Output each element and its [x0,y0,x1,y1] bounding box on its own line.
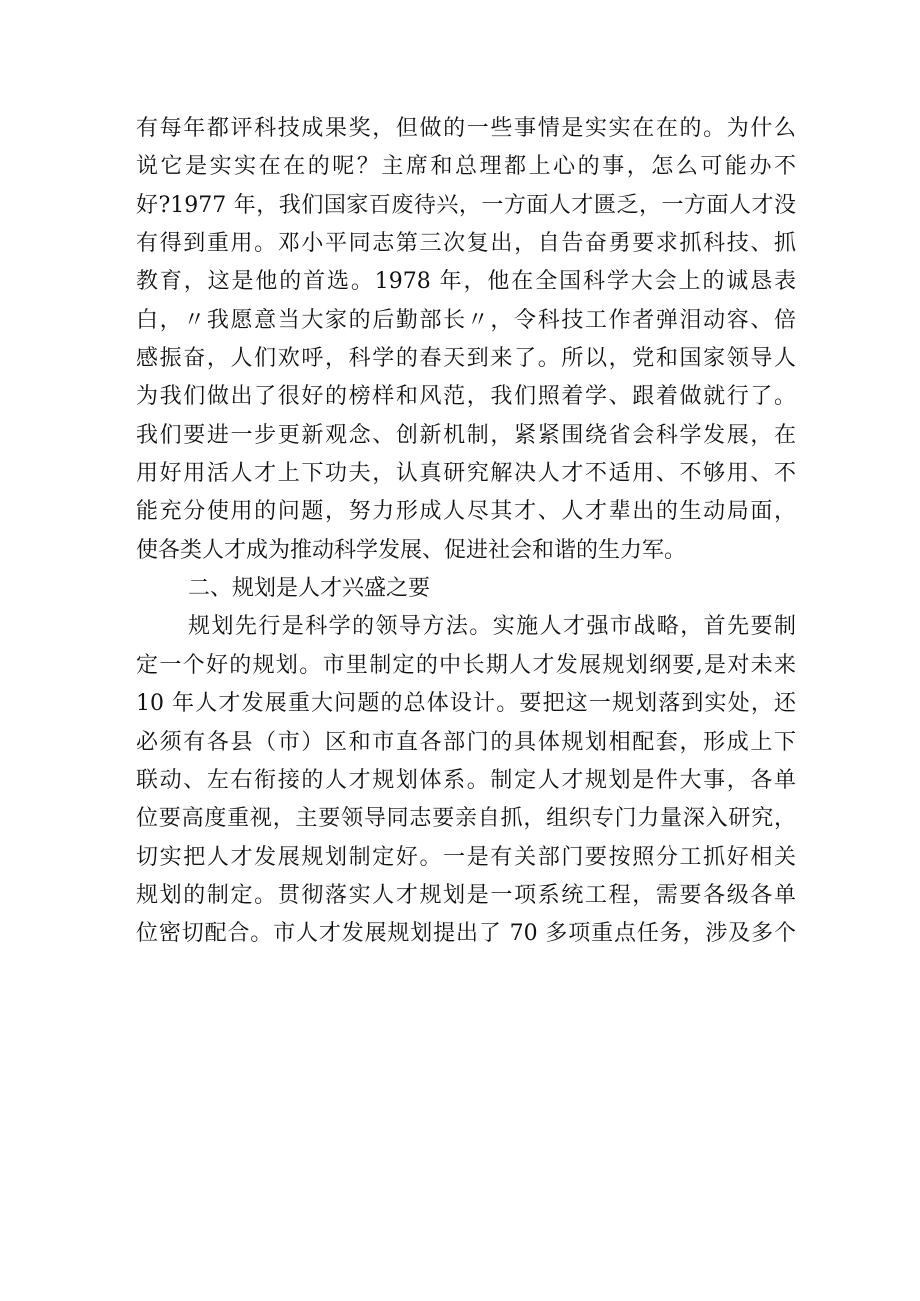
text-line: 说它是实实在在的呢？主席和总理都上心的事，怎么可能办不 [136,154,796,180]
text-line: 位要高度重视，主要领导同志要亲自抓，组织专门力量深入研究， [136,806,796,832]
text-line: 白，〃我愿意当大家的后勤部长〃，令科技工作者弹泪动容、倍 [136,307,796,333]
text-line: 10 年人才发展重大问题的总体设计。要把这一规划落到实处，还 [136,691,796,717]
text-line: 规划的制定。贯彻落实人才规划是一项系统工程，需要各级各单 [136,882,796,908]
text-line: 能充分使用的问题，努力形成人尽其才、人才辈出的生动局面， [136,499,796,525]
text-line: 有每年都评科技成果奖，但做的一些事情是实实在在的。为什么 [136,116,796,141]
text-line: 好?1977 年，我们国家百废待兴，一方面人才匮乏，一方面人才没 [136,192,796,218]
text-line: 为我们做出了很好的榜样和风范，我们照着学、跟着做就行了。 [136,384,796,410]
text-line: 定一个好的规划。市里制定的中长期人才发展规划纲要,是对未来 [136,652,796,678]
text-line: 感振奋，人们欢呼，科学的春天到来了。所以，党和国家领导人 [136,346,796,372]
text-line: 使各类人才成为推动科学发展、促进社会和谐的生力军。 [136,537,687,563]
text-line: 位密切配合。市人才发展规划提出了 70 多项重点任务，涉及多个 [136,921,796,947]
text-line: 必须有各县（市）区和市直各部门的具体规划相配套，形成上下 [136,729,796,755]
text-line: 我们要进一步更新观念、创新机制，紧紧围绕省会科学发展，在 [136,422,796,448]
text-line: 用好用活人才上下功夫，认真研究解决人才不适用、不够用、不 [136,461,796,487]
section-heading: 二、规划是人才兴盛之要 [188,576,431,602]
text-line: 教育，这是他的首选。1978 年，他在全国科学大会上的诚恳表 [136,269,796,295]
text-line: 有得到重用。邓小平同志第三次复出，自告奋勇要求抓科技、抓 [136,231,796,257]
text-line: 切实把人才发展规划制定好。一是有关部门要按照分工抓好相关 [136,844,796,870]
text-line: 联动、左右衔接的人才规划体系。制定人才规划是件大事，各单 [136,767,796,793]
document-body [136,110,796,954]
text-line: 规划先行是科学的领导方法。实施人才强市战略，首先要制 [188,614,796,640]
